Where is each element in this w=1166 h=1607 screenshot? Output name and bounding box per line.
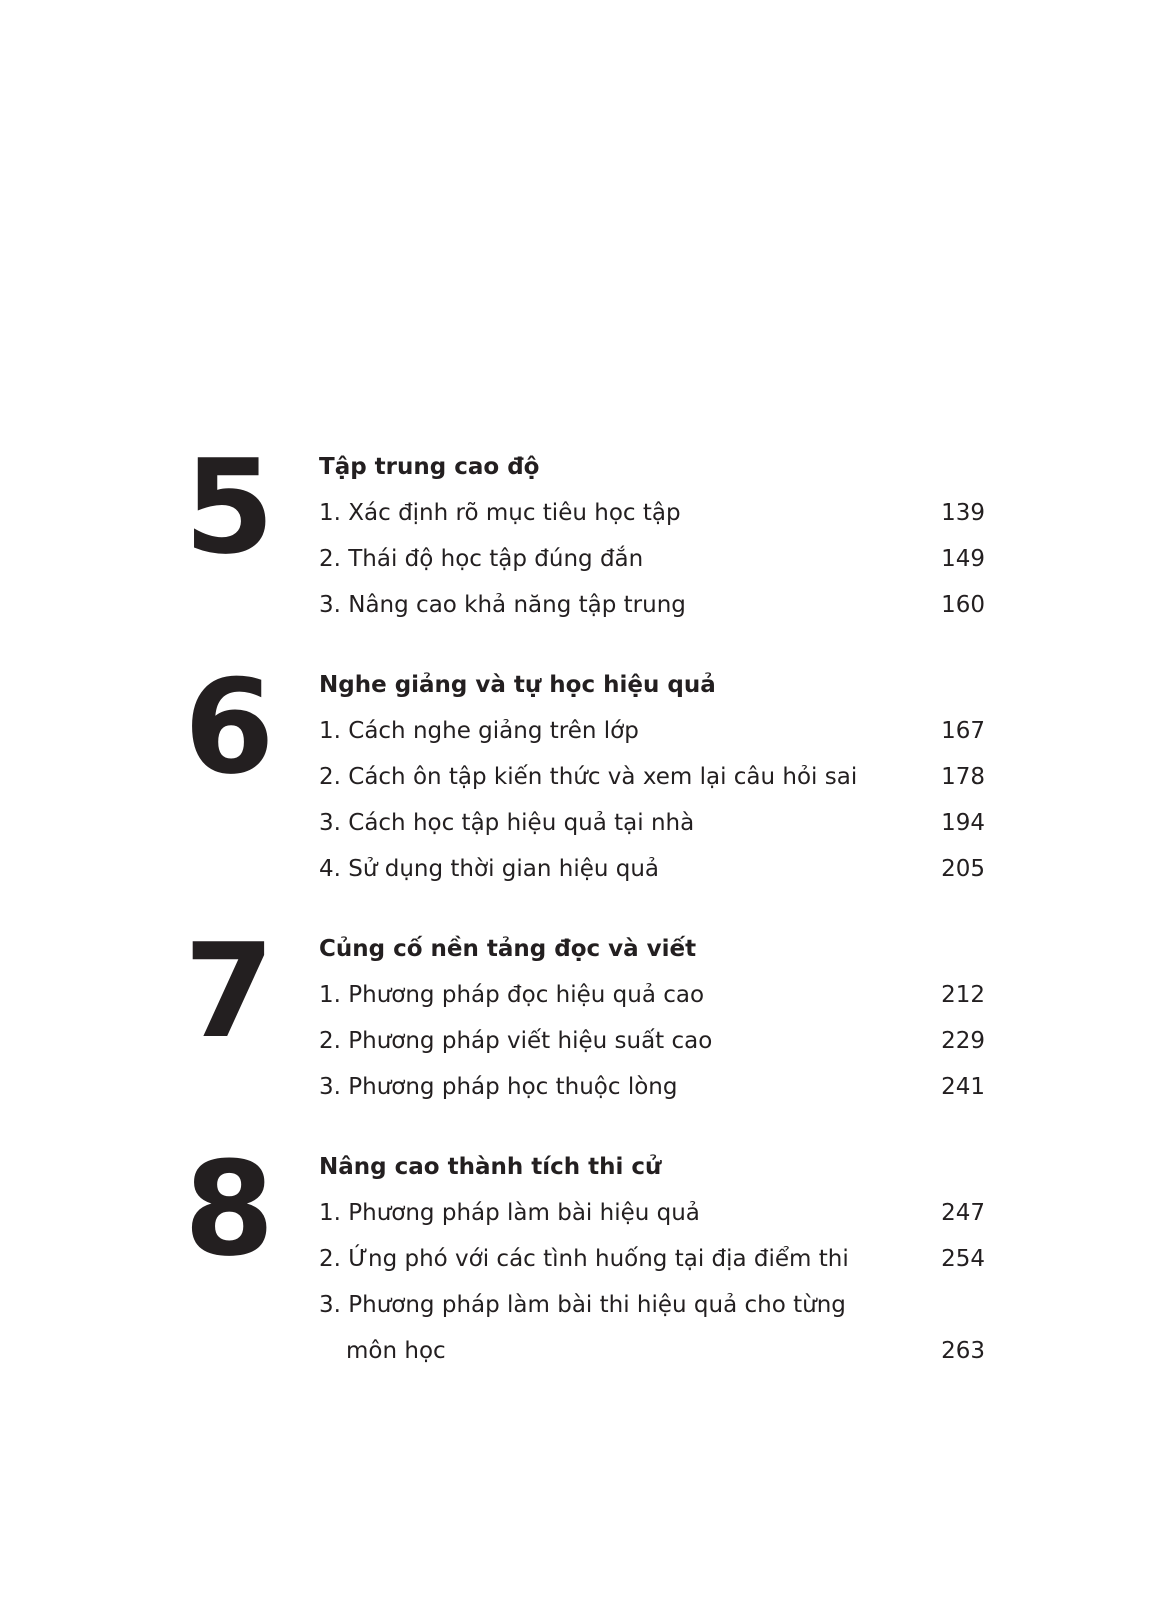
entry-label: 3. Phương pháp học thuộc lòng bbox=[319, 1074, 678, 1100]
chapter-entries bbox=[319, 490, 985, 628]
entry-label: 4. Sử dụng thời gian hiệu quả bbox=[319, 856, 660, 882]
chapter-title: Củng cố nền tảng đọc và viết bbox=[319, 936, 697, 962]
chapter-entries bbox=[319, 1190, 985, 1374]
chapter-entries bbox=[319, 708, 985, 892]
entry-page-number: 229 bbox=[941, 1028, 985, 1054]
toc-entry[interactable] bbox=[319, 800, 985, 846]
toc-entry[interactable] bbox=[319, 1282, 985, 1374]
entry-page-number: 212 bbox=[941, 982, 985, 1008]
toc-entry[interactable] bbox=[319, 1064, 985, 1110]
entry-page-number: 241 bbox=[941, 1074, 985, 1100]
entry-label: 3. Cách học tập hiệu quả tại nhà bbox=[319, 810, 695, 836]
chapter-title: Nghe giảng và tự học hiệu quả bbox=[319, 672, 716, 698]
entry-label: 3. Nâng cao khả năng tập trung bbox=[319, 592, 686, 618]
toc-entry[interactable] bbox=[319, 582, 985, 628]
entry-label: 2. Phương pháp viết hiệu suất cao bbox=[319, 1028, 713, 1054]
entry-label: 2. Ứng phó với các tình huống tại địa điểm thi bbox=[319, 1246, 849, 1272]
toc-entry[interactable] bbox=[319, 708, 985, 754]
chapter-entries bbox=[319, 972, 985, 1110]
entry-label: 2. Cách ôn tập kiến thức và xem lại câu hỏi sai bbox=[319, 764, 858, 790]
entry-page-number: 139 bbox=[941, 500, 985, 526]
chapter-number: 5 bbox=[184, 431, 271, 583]
chapter-number: 7 bbox=[184, 915, 271, 1067]
entry-label: 1. Phương pháp đọc hiệu quả cao bbox=[319, 982, 705, 1008]
toc-entry[interactable] bbox=[319, 536, 985, 582]
chapter-title: Nâng cao thành tích thi cử bbox=[319, 1154, 662, 1180]
toc-entry[interactable] bbox=[319, 972, 985, 1018]
toc-entry[interactable] bbox=[319, 490, 985, 536]
entry-label: 2. Thái độ học tập đúng đắn bbox=[319, 546, 644, 572]
toc-entry[interactable] bbox=[319, 754, 985, 800]
entry-label-continuation: môn học bbox=[346, 1338, 446, 1364]
chapter-title: Tập trung cao độ bbox=[319, 454, 540, 480]
entry-page-number: 178 bbox=[941, 764, 985, 790]
toc-entry[interactable] bbox=[319, 846, 985, 892]
entry-label: 1. Cách nghe giảng trên lớp bbox=[319, 718, 639, 744]
entry-page-number: 263 bbox=[941, 1338, 985, 1364]
toc-entry[interactable] bbox=[319, 1190, 985, 1236]
chapter-number: 8 bbox=[184, 1133, 271, 1285]
entry-page-number: 167 bbox=[941, 718, 985, 744]
chapter-number: 6 bbox=[184, 651, 271, 803]
entry-label: 3. Phương pháp làm bài thi hiệu quả cho từng bbox=[319, 1292, 846, 1318]
entry-page-number: 160 bbox=[941, 592, 985, 618]
entry-page-number: 149 bbox=[941, 546, 985, 572]
entry-label: 1. Phương pháp làm bài hiệu quả bbox=[319, 1200, 700, 1226]
entry-page-number: 254 bbox=[941, 1246, 985, 1272]
entry-page-number: 194 bbox=[941, 810, 985, 836]
toc-entry[interactable] bbox=[319, 1236, 985, 1282]
entry-page-number: 247 bbox=[941, 1200, 985, 1226]
toc-entry[interactable] bbox=[319, 1018, 985, 1064]
entry-label: 1. Xác định rõ mục tiêu học tập bbox=[319, 500, 681, 526]
entry-page-number: 205 bbox=[941, 856, 985, 882]
